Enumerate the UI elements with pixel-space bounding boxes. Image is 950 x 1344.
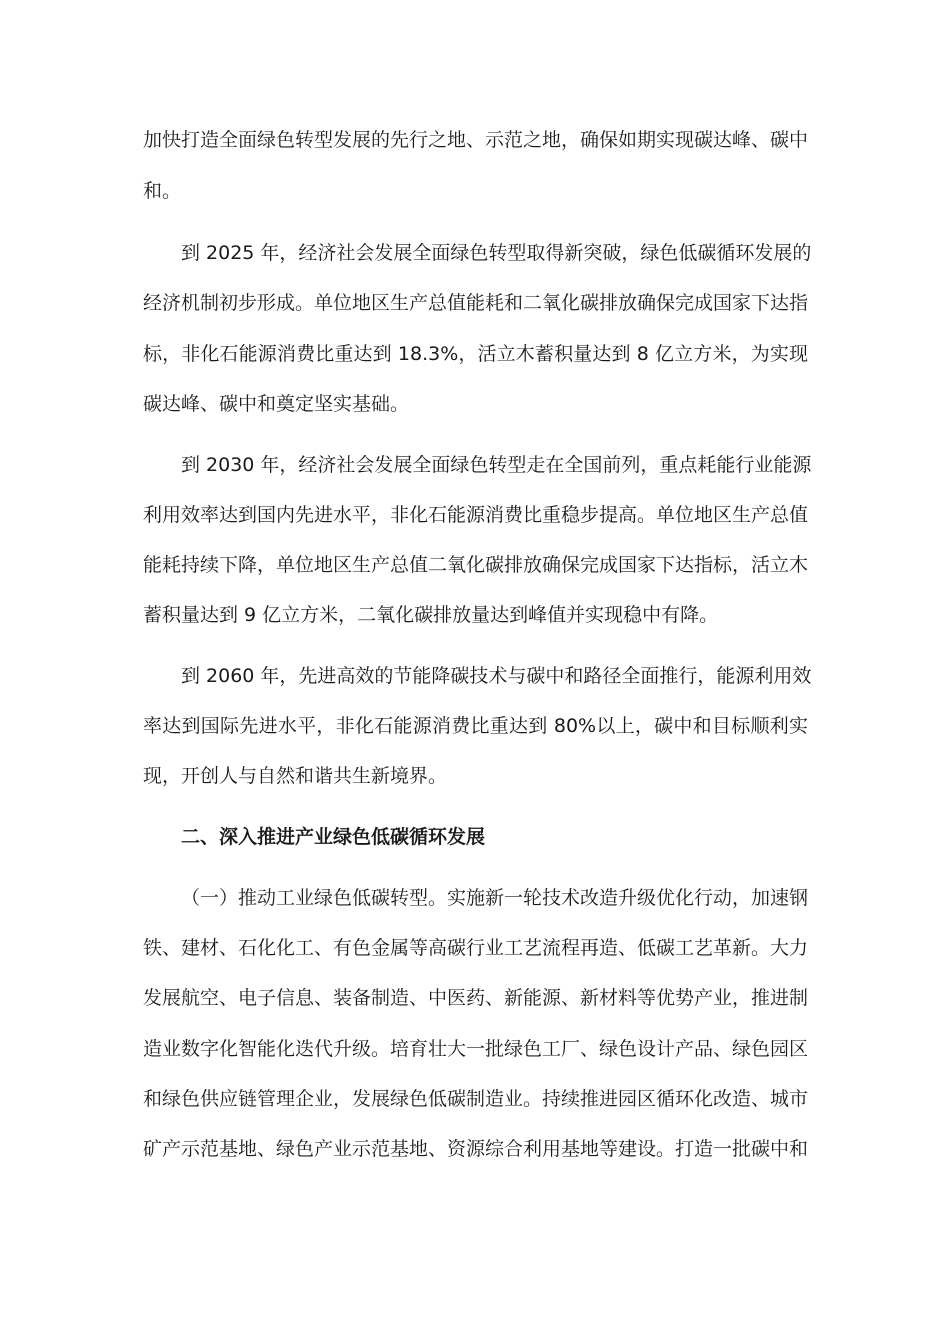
text-line: 发展航空、电子信息、装备制造、中医药、新能源、新材料等优势产业，推进制	[143, 987, 809, 1009]
text-line: 蓄积量达到 9 亿立方米，二氧化碳排放量达到峰值并实现稳中有降。	[143, 604, 719, 626]
text-line: （一）推动工业绿色低碳转型。实施新一轮技术改造升级优化行动，加速钢	[181, 887, 809, 909]
section-heading: 二、深入推进产业绿色低碳循环发展	[181, 826, 486, 848]
text-line: 现，开创人与自然和谐共生新境界。	[143, 765, 448, 787]
text-line: 能耗持续下降，单位地区生产总值二氧化碳排放确保完成国家下达指标，活立木	[143, 554, 809, 576]
text-line: 利用效率达到国内先进水平，非化石能源消费比重稳步提高。单位地区生产总值	[143, 504, 809, 526]
text-line: 碳达峰、碳中和奠定坚实基础。	[143, 393, 410, 415]
text-line: 加快打造全面绿色转型发展的先行之地、示范之地，确保如期实现碳达峰、碳中	[143, 129, 809, 151]
text-line: 到 2060 年，先进高效的节能降碳技术与碳中和路径全面推行，能源利用效	[181, 665, 812, 687]
text-line: 标，非化石能源消费比重达到 18.3%，活立木蓄积量达到 8 亿立方米，为实现	[143, 343, 808, 365]
text-line: 矿产示范基地、绿色产业示范基地、资源综合利用基地等建设。打造一批碳中和	[143, 1138, 809, 1160]
text-line: 铁、建材、石化化工、有色金属等高碳行业工艺流程再造、低碳工艺革新。大力	[143, 937, 809, 959]
text-line: 和绿色供应链管理企业，发展绿色低碳制造业。持续推进园区循环化改造、城市	[143, 1088, 809, 1110]
text-line: 经济机制初步形成。单位地区生产总值能耗和二氧化碳排放确保完成国家下达指	[143, 292, 809, 314]
text-line: 到 2025 年，经济社会发展全面绿色转型取得新突破，绿色低碳循环发展的	[181, 242, 812, 264]
text-line: 到 2030 年，经济社会发展全面绿色转型走在全国前列，重点耗能行业能源	[181, 454, 812, 476]
text-line: 和。	[143, 180, 182, 202]
text-line: 造业数字化智能化迭代升级。培育壮大一批绿色工厂、绿色设计产品、绿色园区	[143, 1038, 809, 1060]
text-line: 率达到国际先进水平，非化石能源消费比重达到 80%以上，碳中和目标顺利实	[143, 715, 808, 737]
